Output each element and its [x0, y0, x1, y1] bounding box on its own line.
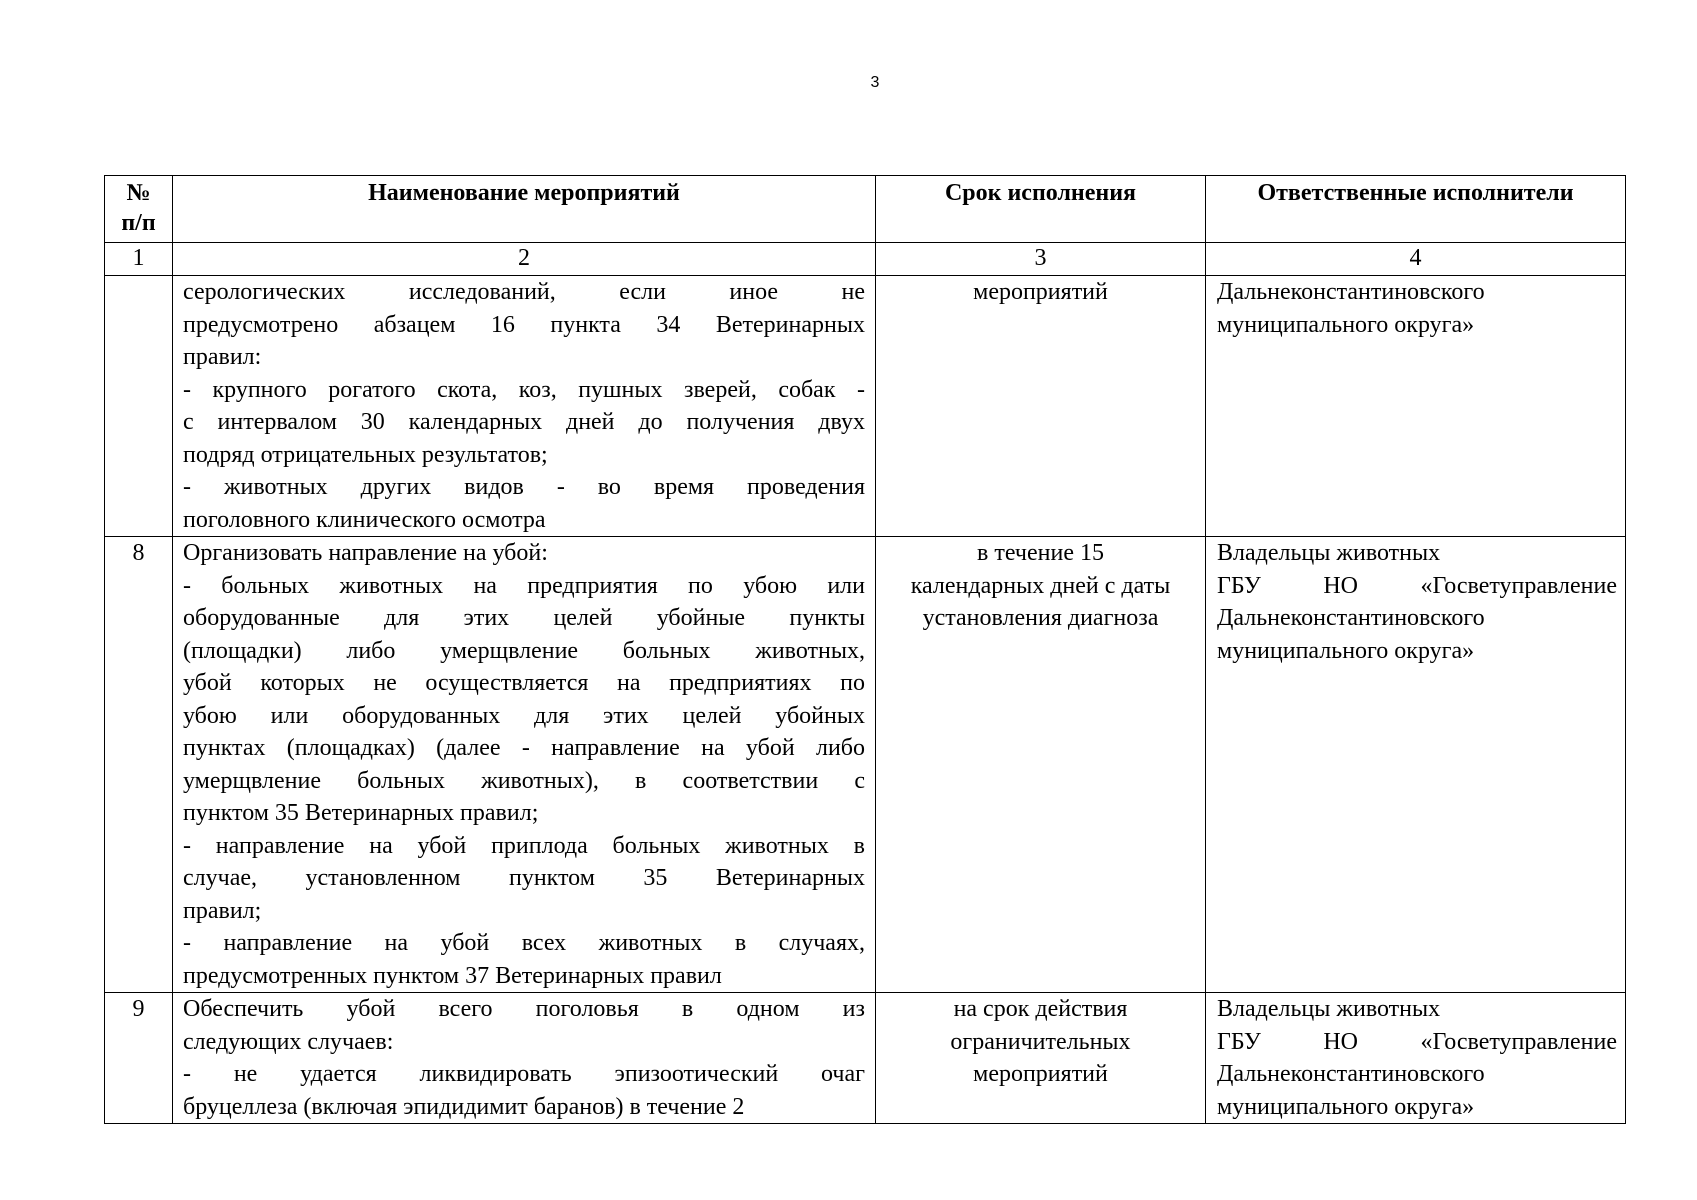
row-number: 8: [105, 537, 173, 993]
term-line: мероприятий: [973, 279, 1108, 305]
action-line: подряд отрицательных результатов;: [183, 441, 548, 468]
term-line: мероприятий: [973, 1061, 1108, 1087]
action-line: бруцеллеза (включая эпидидимит баранов) в течение 2: [183, 1093, 745, 1120]
responsible-line: Владельцы животных: [1217, 540, 1441, 566]
term-line: в течение 15: [977, 540, 1104, 566]
action-line: предусмотренных пунктом 37 Ветеринарных правил: [183, 962, 722, 989]
responsible-line: ГБУ НО «Госветуправление: [1217, 1028, 1617, 1055]
header-number: № п/п: [105, 176, 173, 243]
action-line: следующих случаев:: [183, 1028, 394, 1055]
row-responsible: [1206, 537, 1626, 993]
page-number: 3: [870, 74, 880, 91]
responsible-line: муниципального округа»: [1217, 311, 1475, 338]
column-number-row: [105, 243, 1626, 276]
row-term: [876, 276, 1206, 537]
table-row: [105, 993, 1626, 1124]
row-number: 9: [105, 993, 173, 1124]
action-line: правил;: [183, 897, 262, 924]
row-term: [876, 537, 1206, 993]
action-line: предусмотрено абзацем 16 пункта 34 Ветеринарных: [183, 311, 865, 338]
action-line: с интервалом 30 календарных дней до получения двух: [183, 409, 865, 435]
action-line: Обеспечить убой всего поголовья в одном из: [183, 996, 865, 1022]
responsible-line: муниципального округа»: [1217, 1093, 1475, 1120]
action-line: правил:: [183, 344, 262, 370]
action-line: - больных животных на предприятия по убою или: [183, 572, 865, 599]
term-line: на срок действия: [953, 996, 1128, 1022]
action-line: убою или оборудованных для этих целей убойных: [183, 702, 865, 729]
responsible-line: муниципального округа»: [1217, 637, 1475, 664]
table-header-row: [105, 176, 1626, 243]
action-line: убой которых не осуществляется на предприятиях по: [183, 670, 865, 696]
table-body: [105, 276, 1626, 1124]
action-line: пунктах (площадках) (далее - направление на убой либо: [183, 735, 865, 761]
header-actions: Наименование мероприятий: [173, 176, 876, 243]
action-line: умерщвление больных животных), в соответствии с: [183, 767, 865, 794]
table-row: [105, 276, 1626, 537]
row-actions: [173, 276, 876, 537]
action-line: (площадки) либо умерщвление больных животных,: [183, 637, 865, 664]
row-term: [876, 993, 1206, 1124]
row-responsible: [1206, 276, 1626, 537]
column-number: 2: [173, 243, 876, 276]
column-number: 4: [1206, 243, 1626, 276]
action-line: - крупного рогатого скота, коз, пушных зверей, собак -: [183, 376, 865, 403]
column-number: 1: [105, 243, 173, 276]
action-line: - не удается ликвидировать эпизоотический очаг: [183, 1061, 865, 1087]
measures-table: [104, 175, 1626, 1124]
responsible-line: Дальнеконстантиновского: [1217, 279, 1485, 305]
action-line: Организовать направление на убой:: [183, 540, 548, 566]
term-line: календарных дней с даты: [910, 572, 1171, 599]
action-line: случае, установленном пунктом 35 Ветеринарных: [183, 865, 865, 891]
action-line: оборудованные для этих целей убойные пункты: [183, 605, 865, 631]
header-responsible: Ответственные исполнители: [1206, 176, 1626, 243]
row-actions: [173, 993, 876, 1124]
column-number: 3: [876, 243, 1206, 276]
row-number: [105, 276, 173, 537]
header-term: Срок исполнения: [876, 176, 1206, 243]
action-line: серологических исследований, если иное не: [183, 279, 865, 305]
responsible-line: Дальнеконстантиновского: [1217, 605, 1485, 631]
responsible-line: ГБУ НО «Госветуправление: [1217, 572, 1617, 599]
term-line: установления диагноза: [922, 605, 1159, 631]
action-line: - направление на убой всех животных в случаях,: [183, 930, 865, 956]
table-row: [105, 537, 1626, 993]
action-line: пунктом 35 Ветеринарных правил;: [183, 800, 539, 826]
responsible-line: Дальнеконстантиновского: [1217, 1061, 1485, 1087]
row-responsible: [1206, 993, 1626, 1124]
term-line: ограничительных: [950, 1028, 1131, 1055]
row-actions: [173, 537, 876, 993]
action-line: - направление на убой приплода больных животных в: [183, 832, 865, 859]
action-line: - животных других видов - во время проведения: [183, 474, 865, 500]
action-line: поголовного клинического осмотра: [183, 506, 546, 533]
responsible-line: Владельцы животных: [1217, 996, 1441, 1022]
